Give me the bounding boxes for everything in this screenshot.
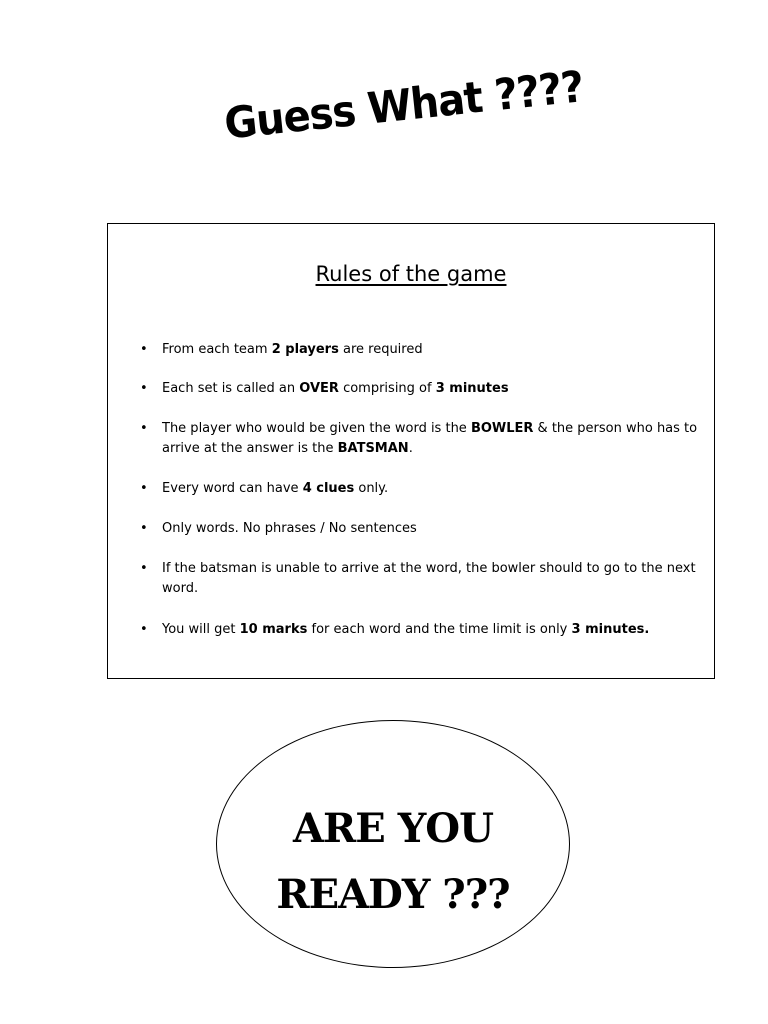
page-title: Guess What ???? — [222, 62, 586, 150]
rule-text-bold: 10 marks — [239, 622, 308, 637]
rule-item-2 — [140, 379, 707, 399]
ready-line-1: ARE YOU — [293, 805, 493, 852]
rule-text-segment: only. — [354, 481, 389, 496]
bullet-icon: • — [140, 421, 148, 436]
rule-item-5 — [140, 519, 707, 539]
bullet-icon: • — [140, 342, 148, 357]
rule-text-segment: & the person who has to arrive at the answer is the — [162, 421, 698, 456]
rule-text-segment: The player who would be given the word is the — [162, 421, 471, 436]
rule-text-bold: 2 players — [271, 342, 339, 357]
bullet-icon: • — [140, 521, 148, 536]
bullet-icon: • — [140, 481, 148, 496]
rule-text-segment: for each word and the time limit is only — [307, 622, 572, 637]
bullet-icon: • — [140, 381, 148, 396]
rules-heading: Rules of the game — [315, 262, 507, 286]
rule-text-segment: Each set is called an — [162, 381, 300, 396]
ready-oval — [216, 720, 570, 968]
rule-text-bold: 4 clues — [302, 481, 355, 496]
rule-text-bold: OVER — [299, 381, 339, 396]
rule-item-4 — [140, 479, 707, 499]
rule-text-bold: 3 minutes — [435, 381, 509, 396]
rule-text-segment: Only words. No phrases / No sentences — [162, 521, 417, 536]
rule-text-bold: BOWLER — [470, 421, 534, 436]
rule-item-3 — [140, 419, 707, 459]
rules-box — [107, 223, 715, 679]
rule-text-segment: From each team — [162, 342, 272, 357]
rule-item-1 — [140, 340, 707, 360]
rule-text-segment: Every word can have — [162, 481, 303, 496]
ready-line-2: READY ??? — [276, 871, 510, 918]
rule-item-7 — [140, 620, 707, 640]
rule-text-segment: If the batsman is unable to arrive at the word, the bowler should to go to the next word. — [162, 561, 696, 596]
rule-text-segment: You will get — [162, 622, 240, 637]
bullet-icon: • — [140, 622, 148, 637]
rule-text-bold: 3 minutes. — [571, 622, 650, 637]
rule-item-6 — [140, 559, 707, 599]
rule-text-segment: comprising of — [338, 381, 436, 396]
rule-text-bold: BATSMAN — [337, 441, 409, 456]
rule-text-segment: . — [408, 441, 413, 456]
bullet-icon: • — [140, 561, 148, 576]
rule-text-segment: are required — [338, 342, 423, 357]
